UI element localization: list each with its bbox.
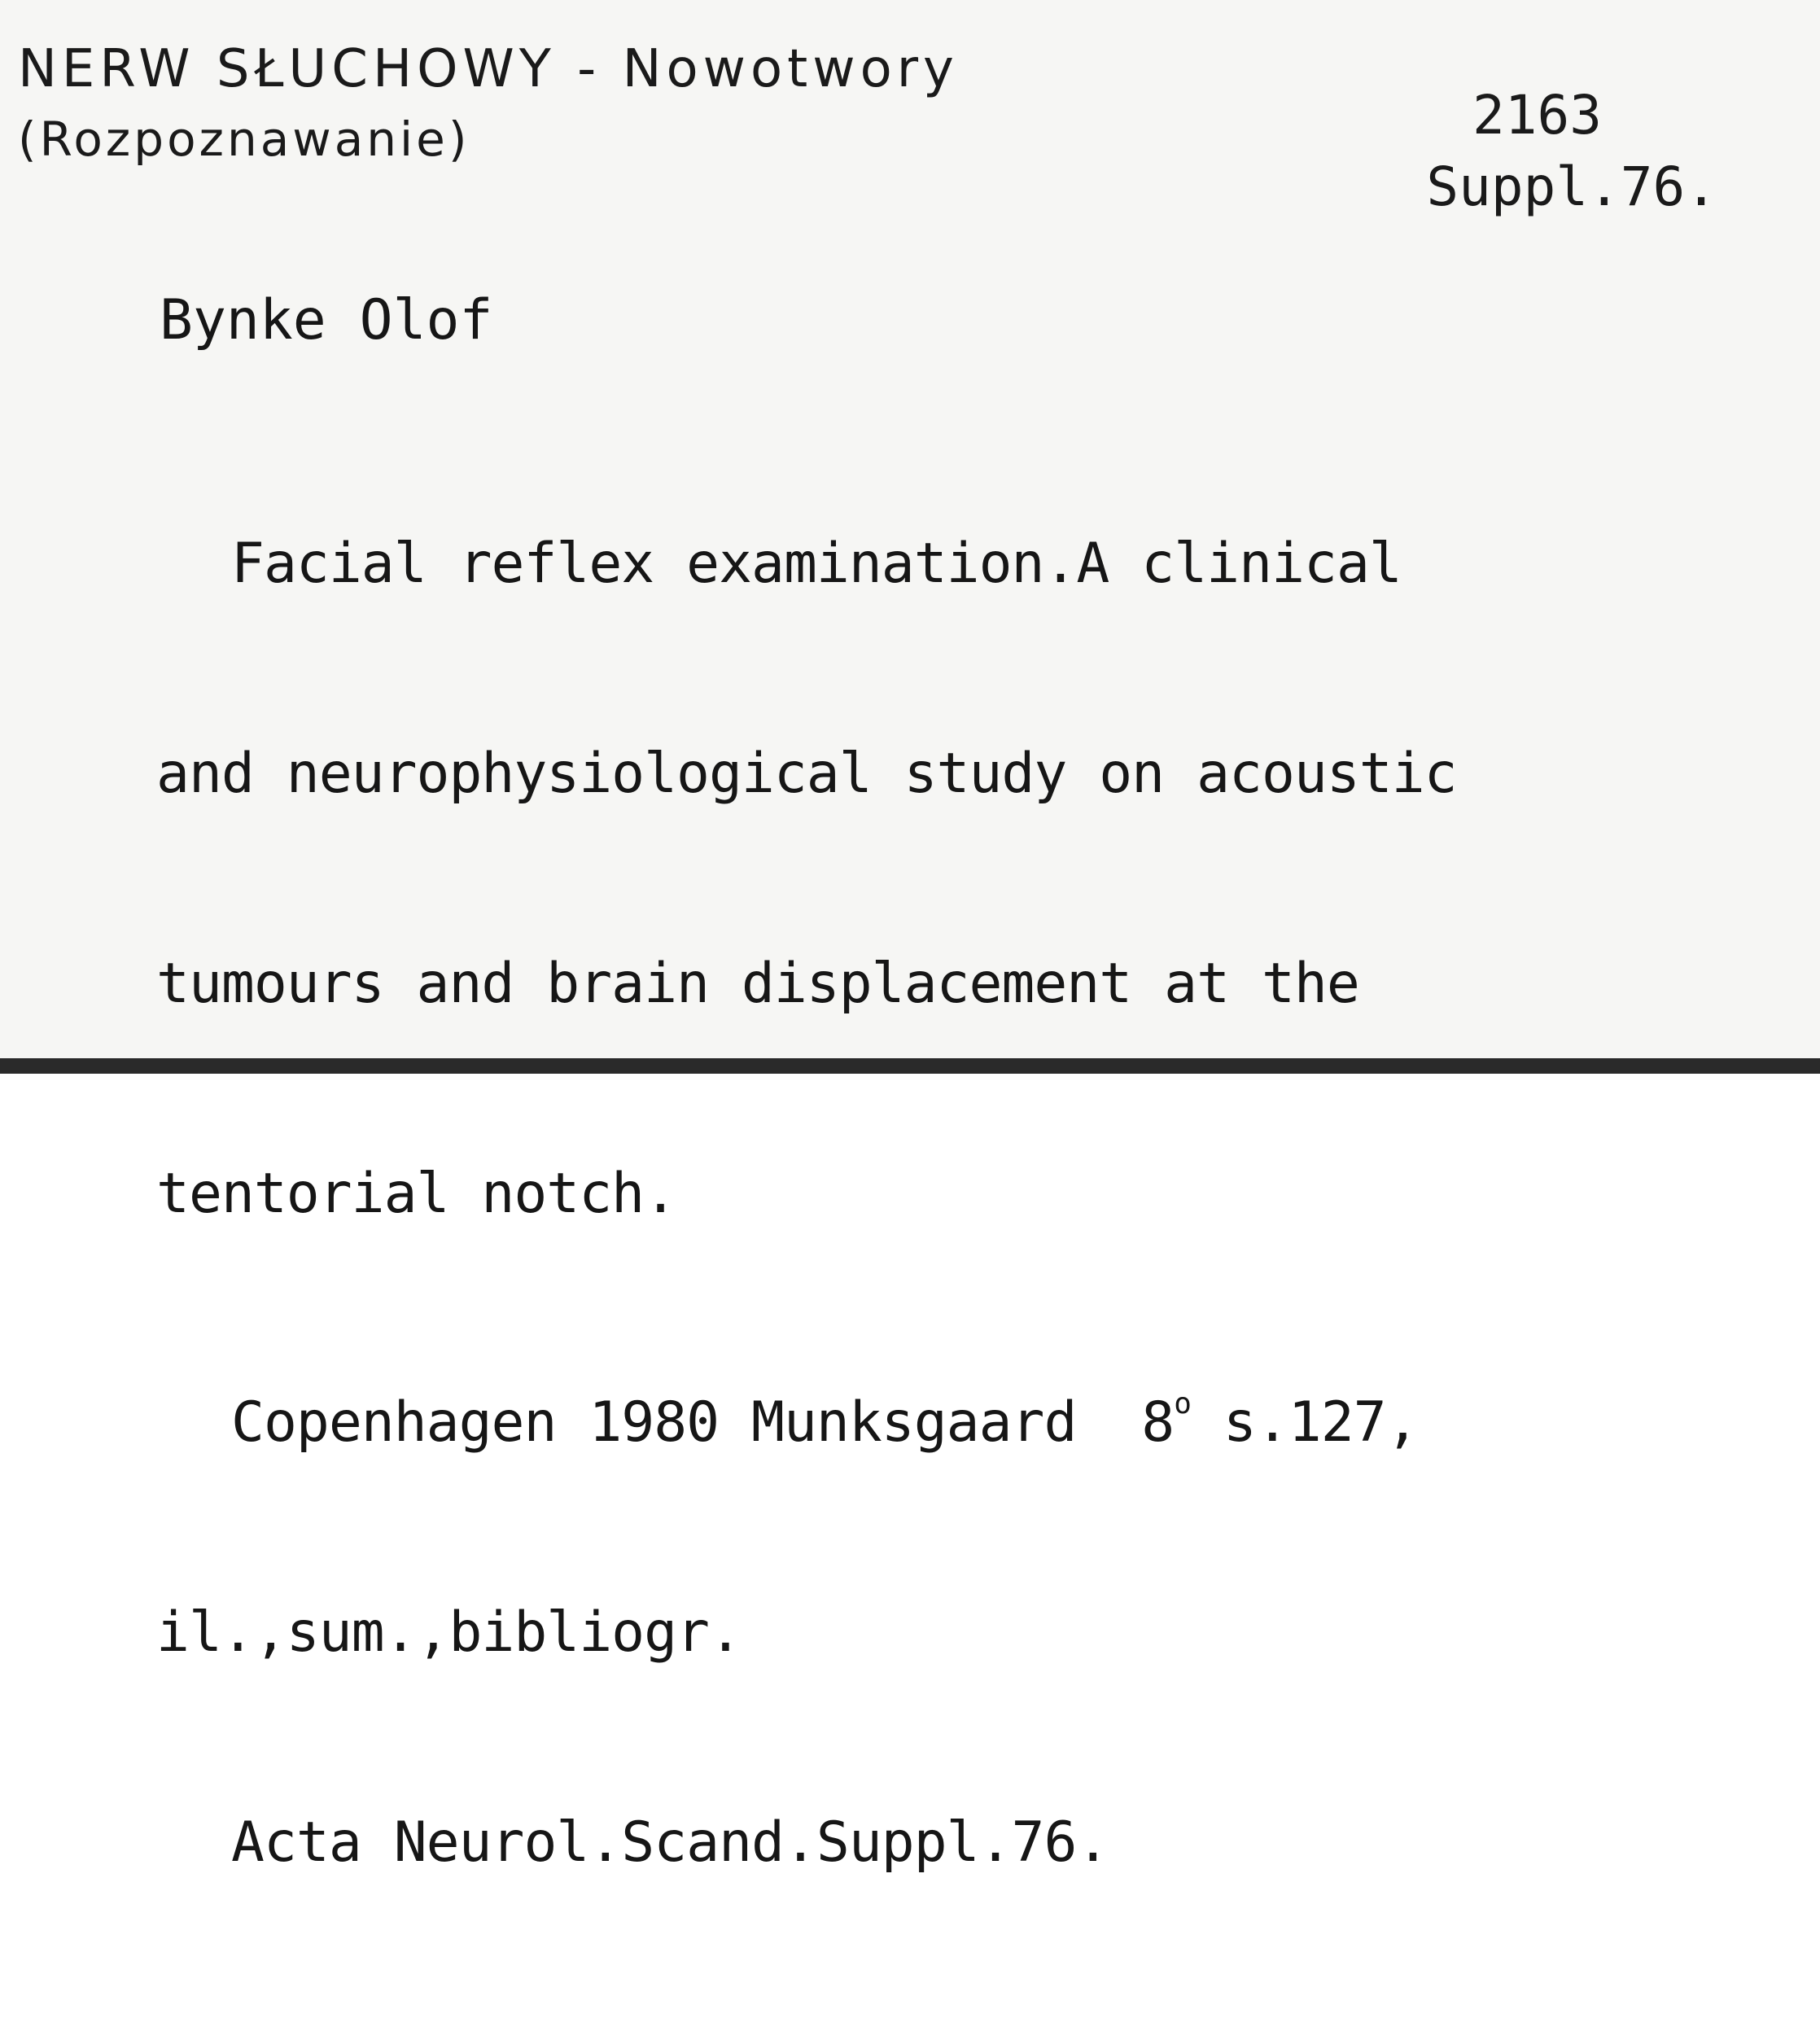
imprint-pages: s.127, [1190,1390,1419,1455]
title-line-2: and neurophysiological study on acoustic [156,742,1457,806]
format-degree: o [1174,1387,1191,1420]
title-line-1: Facial reflex examination.A clinical [231,532,1402,596]
title-line-4: tentorial notch. [156,1162,677,1226]
imprint-line-2: il.,sum.,bibliogr. [156,1600,742,1665]
title-line-3: tumours and brain displacement at the [156,952,1359,1016]
bibliographic-entry [156,389,1457,2018]
subject-heading-line2: (Rozpoznawanie) [18,112,470,167]
subject-heading [18,34,959,174]
author-name: Bynke Olof [160,288,493,352]
series-line: Acta Neurol.Scand.Suppl.76. [231,1810,1109,1875]
imprint-place-year-publisher: Copenhagen 1980 Munksgaard 8 [231,1390,1175,1455]
imprint-line [156,1369,1457,1458]
call-number-suppl: Suppl.76. [1426,155,1717,218]
subject-heading-line1: NERW SŁUCHOWY - Nowotwory [18,39,959,99]
call-number [1426,80,1717,223]
card-bottom-edge [0,1058,1820,1074]
call-number-value: 2163 [1472,84,1602,147]
